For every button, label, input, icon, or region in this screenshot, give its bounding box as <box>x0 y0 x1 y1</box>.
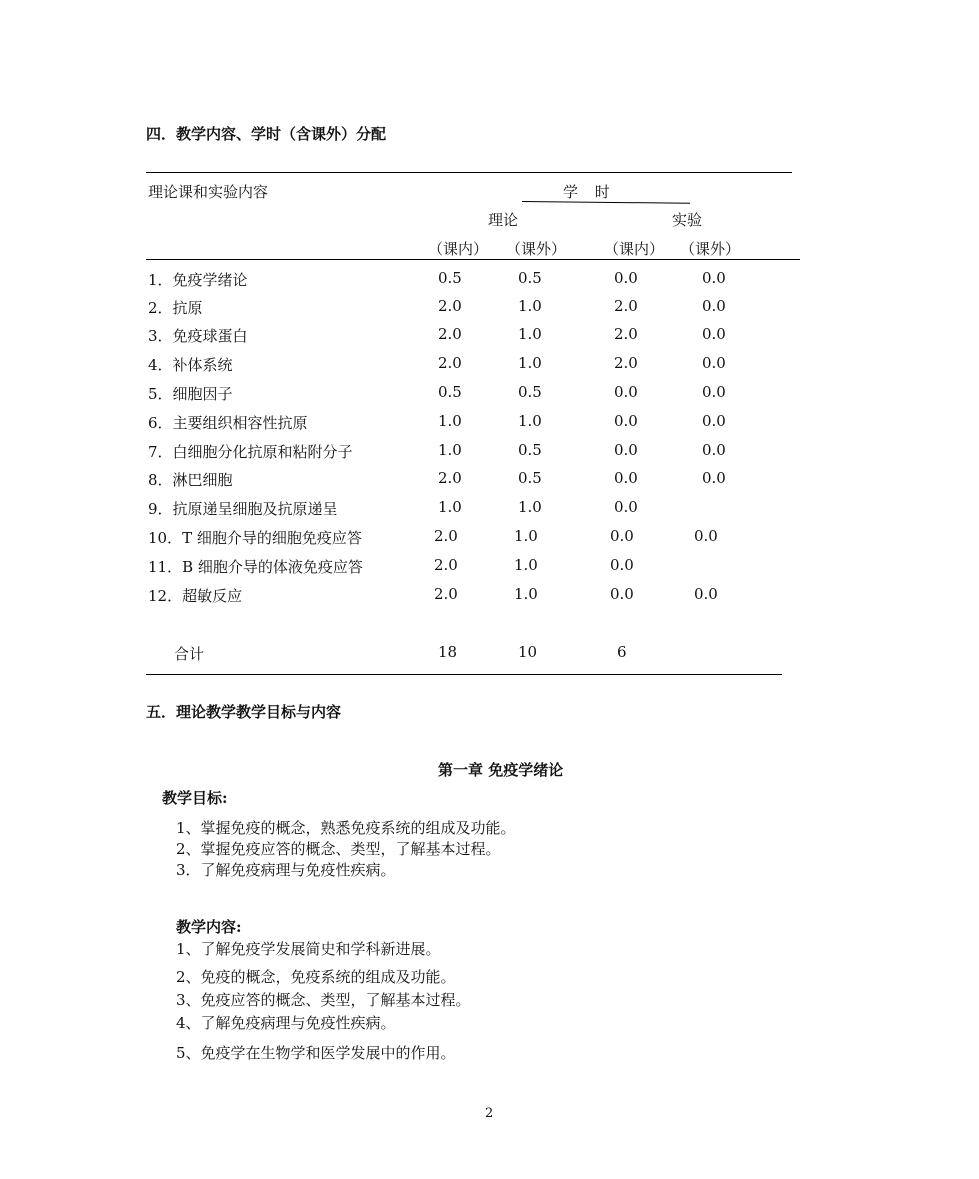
table-cell: 0.0 <box>610 585 634 603</box>
table-bottom-rule <box>146 674 782 675</box>
table-top-rule <box>146 172 792 173</box>
table-header-rule <box>146 259 800 260</box>
table-header-hours: 学 时 <box>563 183 616 201</box>
table-cell: 0.0 <box>614 498 638 516</box>
table-cell: 0.0 <box>614 412 638 430</box>
table-cell: 2.0 <box>434 585 458 603</box>
total-label: 合计 <box>174 645 205 663</box>
goal-2: 2、掌握免疫应答的概念、类型，了解基本过程。 <box>176 840 501 858</box>
table-cell: 1.0 <box>518 354 542 372</box>
table-cell: 0.0 <box>702 354 726 372</box>
content-3: 3、免疫应答的概念、类型，了解基本过程。 <box>176 991 471 1009</box>
table-cell: 2.0 <box>614 354 638 372</box>
content-2: 2、免疫的概念，免疫系统的组成及功能。 <box>176 968 456 986</box>
table-cell: 0.0 <box>702 269 726 287</box>
goal-1: 1、掌握免疫的概念，熟悉免疫系统的组成及功能。 <box>176 819 516 837</box>
goal-3: 3．了解免疫病理与免疫性疾病。 <box>176 861 396 879</box>
table-cell: 2.0 <box>434 556 458 574</box>
table-cell: 2.0 <box>438 297 462 315</box>
table-cell: 1.0 <box>518 325 542 343</box>
table-header-content: 理论课和实验内容 <box>148 183 269 201</box>
table-cell: 0.5 <box>518 441 542 459</box>
sub-lab-out: （课外） <box>680 240 741 258</box>
table-cell: 0.0 <box>694 585 718 603</box>
table-cell: 0.0 <box>702 441 726 459</box>
total-theory-in: 18 <box>438 643 458 661</box>
table-cell: 1.0 <box>438 412 462 430</box>
table-cell: 0.5 <box>438 383 462 401</box>
table-cell: 0.5 <box>518 269 542 287</box>
table-row-name: 12．超敏反应 <box>148 587 243 605</box>
chapter-title: 第一章 免疫学绪论 <box>438 761 564 779</box>
table-cell: 2.0 <box>438 325 462 343</box>
table-row-name: 1．免疫学绪论 <box>148 271 248 289</box>
table-header-lab: 实验 <box>672 211 703 229</box>
table-cell: 0.5 <box>518 383 542 401</box>
sub-theory-in: （课内） <box>428 240 489 258</box>
table-cell: 2.0 <box>438 469 462 487</box>
table-cell: 0.0 <box>702 469 726 487</box>
table-cell: 0.0 <box>614 469 638 487</box>
table-cell: 1.0 <box>438 441 462 459</box>
table-cell: 0.0 <box>614 383 638 401</box>
table-cell: 1.0 <box>514 556 538 574</box>
table-cell: 0.0 <box>702 297 726 315</box>
page-number: 2 <box>485 1106 494 1121</box>
table-cell: 0.5 <box>518 469 542 487</box>
table-cell: 0.5 <box>438 269 462 287</box>
table-cell: 1.0 <box>514 527 538 545</box>
goals-title: 教学目标: <box>162 789 228 807</box>
table-row-name: 7．白细胞分化抗原和粘附分子 <box>148 443 353 461</box>
table-cell: 0.0 <box>694 527 718 545</box>
table-cell: 0.0 <box>702 325 726 343</box>
table-cell: 1.0 <box>518 498 542 516</box>
table-row-name: 10．T 细胞介导的细胞免疫应答 <box>148 529 362 547</box>
table-row-name: 9．抗原递呈细胞及抗原递呈 <box>148 500 338 518</box>
section4-title: 四．教学内容、学时（含课外）分配 <box>146 125 387 143</box>
table-row-name: 3．免疫球蛋白 <box>148 327 248 345</box>
table-cell: 0.0 <box>702 383 726 401</box>
total-lab-in: 6 <box>617 643 627 661</box>
table-cell: 2.0 <box>614 297 638 315</box>
table-cell: 1.0 <box>518 412 542 430</box>
table-cell: 2.0 <box>438 354 462 372</box>
table-row-name: 8．淋巴细胞 <box>148 471 233 489</box>
table-row-name: 11．B 细胞介导的体液免疫应答 <box>148 558 363 576</box>
table-cell: 1.0 <box>438 498 462 516</box>
table-cell: 0.0 <box>614 269 638 287</box>
table-cell: 1.0 <box>518 297 542 315</box>
content-4: 4、了解免疫病理与免疫性疾病。 <box>176 1014 396 1032</box>
table-row-name: 5．细胞因子 <box>148 385 233 403</box>
table-cell: 1.0 <box>514 585 538 603</box>
table-cell: 0.0 <box>702 412 726 430</box>
table-cell: 2.0 <box>614 325 638 343</box>
table-row-name: 6．主要组织相容性抗原 <box>148 414 308 432</box>
table-row-name: 4．补体系统 <box>148 356 233 374</box>
content-title: 教学内容: <box>176 918 242 936</box>
table-cell: 0.0 <box>610 527 634 545</box>
table-cell: 2.0 <box>434 527 458 545</box>
content-1: 1、了解免疫学发展简史和学科新进展。 <box>176 940 441 958</box>
table-header-theory: 理论 <box>488 211 519 229</box>
sub-lab-in: （课内） <box>604 240 665 258</box>
section5-title: 五．理论教学教学目标与内容 <box>146 703 342 721</box>
sub-theory-out: （课外） <box>506 240 567 258</box>
content-5: 5、免疫学在生物学和医学发展中的作用。 <box>176 1044 456 1062</box>
total-theory-out: 10 <box>518 643 538 661</box>
table-cell: 0.0 <box>610 556 634 574</box>
table-row-name: 2．抗原 <box>148 299 203 317</box>
table-cell: 0.0 <box>614 441 638 459</box>
hours-underline <box>522 201 690 204</box>
